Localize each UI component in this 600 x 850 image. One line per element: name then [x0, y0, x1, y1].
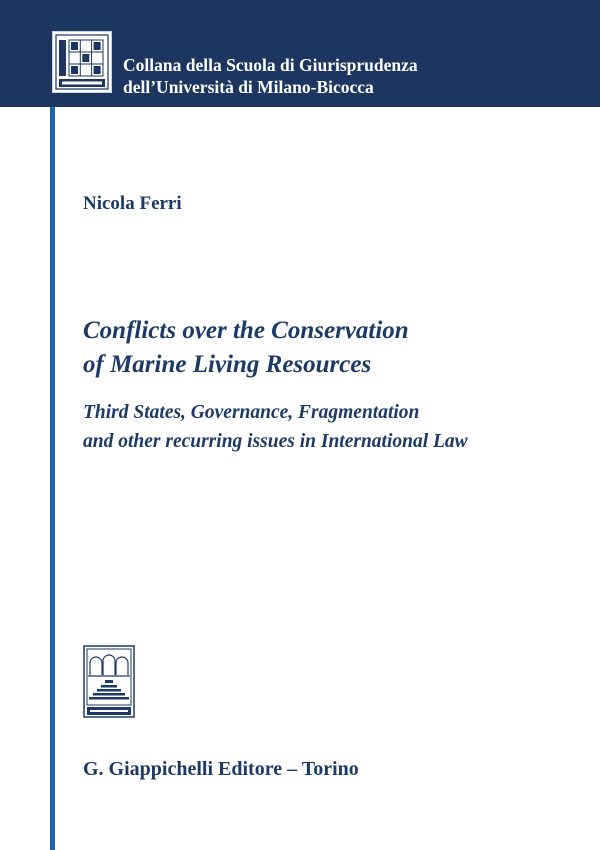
series-title	[123, 54, 418, 98]
book-subtitle-line-2: and other recurring issues in International Law	[83, 431, 468, 452]
publisher-name: G. Giappichelli Editore – Torino	[83, 758, 359, 780]
series-title-line-2: dell’Università di Milano-Bicocca	[123, 77, 374, 97]
university-logo-icon	[52, 31, 112, 93]
book-title-line-1: Conflicts over the Conservation	[83, 317, 409, 344]
author-name: Nicola Ferri	[83, 193, 182, 214]
book-title	[83, 314, 409, 382]
publisher-logo-icon	[83, 645, 135, 718]
book-title-line-2: of Marine Living Resources	[83, 351, 372, 378]
series-title-line-1: Collana della Scuola di Giurisprudenza	[123, 55, 418, 75]
book-subtitle-line-1: Third States, Governance, Fragmentation	[83, 402, 420, 423]
vertical-accent-line	[50, 107, 55, 850]
book-subtitle	[83, 398, 468, 456]
header-band	[0, 0, 600, 107]
